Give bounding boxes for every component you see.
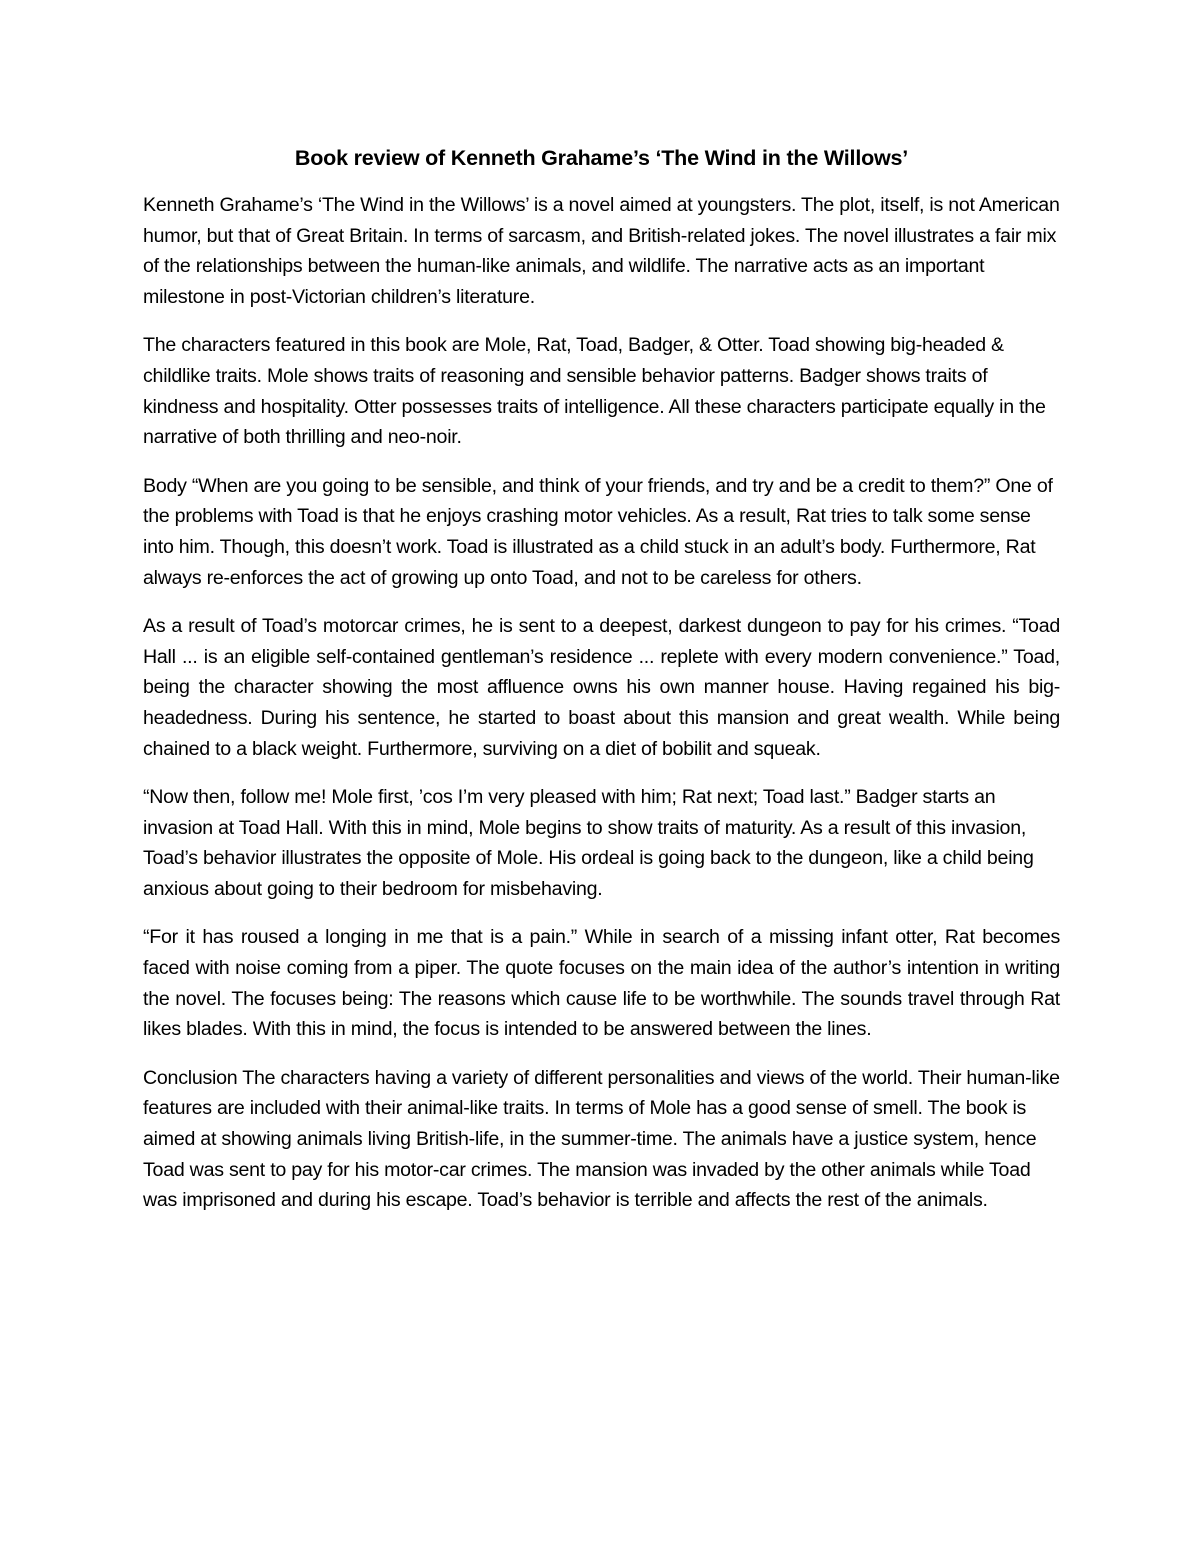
paragraph-toad-hall: As a result of Toad’s motorcar crimes, he is sent to a deepest, darkest dungeon to pay for his crimes. “Toad Hall ... is an eligible self-contained gentleman’s residence ... replete with every modern convenience.” Toad, being the character showing the most affluence owns his own manner house. Having regained his big-headedness. During his sentence, he started to boast about this mansion and great wealth. While being chained to a black weight. Furthermore, surviving on a diet of bobilit and squeak.	[143, 615, 1060, 760]
paragraph-invasion: “Now then, follow me! Mole first, ’cos I’m very pleased with him; Rat next; Toad last.” Badger starts an invasion at Toad Hall. With this in mind, Mole begins to show traits of maturity. As a result of this invasion, Toad’s behavior illustrates the opposite of Mole. His ordeal is going back to the dungeon, like a child being anxious about going to their bedroom for misbehaving.	[143, 786, 1034, 900]
paragraph-piper: “For it has roused a longing in me that is a pain.” While in search of a missing infant otter, Rat becomes faced with noise coming from a piper. The quote focuses on the main idea of the author’s intention in writing the novel. The focuses being: The reasons which cause life to be worthwhile. The sounds travel through Rat likes blades. With this in mind, the focus is intended to be answered between the lines.	[143, 926, 1060, 1041]
paragraph-body: Body “When are you going to be sensible, and think of your friends, and try and be a credit to them?” One of the problems with Toad is that he enjoys crashing motor vehicles. As a result, Rat tries to talk some sense into him. Though, this doesn’t work. Toad is illustrated as a child stuck in an adult’s body. Furthermore, Rat always re-enforces the act of growing up onto Toad, and not to be careless for others.	[143, 474, 1053, 589]
paragraph-conclusion: Conclusion The characters having a variety of different personalities and views of the world. Their human-like features are included with their animal-like traits. In terms of Mole has a good sense of smell. The book is aimed at showing animals living British-life, in the summer-time. The animals have a justice system, hence Toad was sent to pay for his motor-car crimes. The mansion was invaded by the other animals while Toad was imprisoned and during his escape. Toad’s behavior is terrible and affects the rest of the animals.	[143, 1066, 1060, 1212]
paragraph-characters: The characters featured in this book are Mole, Rat, Toad, Badger, & Otter. Toad showing big-headed & childlike traits. Mole shows traits of reasoning and sensible behavior patterns. Badger shows traits of kindness and hospitality. Otter possesses traits of intelligence. All these characters participate equally in the narrative of both thrilling and neo-noir.	[143, 334, 1046, 449]
document-title: Book review of Kenneth Grahame’s ‘The Wind in the Willows’	[294, 146, 909, 170]
paragraph-introduction: Kenneth Grahame’s ‘The Wind in the Willows’ is a novel aimed at youngsters. The plot, itself, is not American humor, but that of Great Britain. In terms of sarcasm, and British-related jokes. The novel illustrates a fair mix of the relationships between the human-like animals, and wildlife. The narrative acts as an important milestone in post-Victorian children’s literature.	[143, 194, 1060, 308]
document-body	[143, 143, 1060, 1234]
